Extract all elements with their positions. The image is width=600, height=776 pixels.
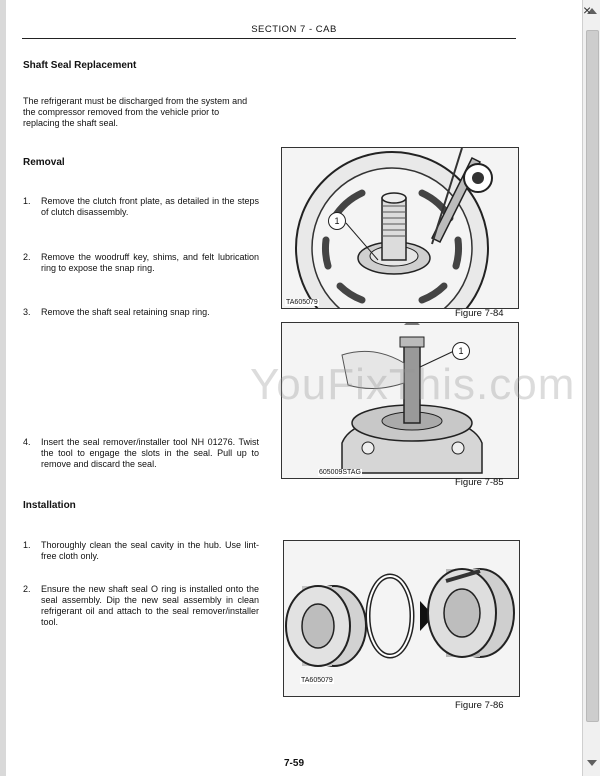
callout-1: 1 — [452, 342, 470, 360]
step-text: Thoroughly clean the seal cavity in the hub. Use lint-free cloth only. — [41, 540, 259, 561]
step-text: Remove the clutch front plate, as detailed in the steps of clutch disassembly. — [41, 196, 259, 217]
step-number: 2. — [23, 584, 31, 594]
figure-caption: Figure 7-86 — [455, 700, 504, 711]
watermark: YouFixThis.com — [250, 360, 576, 409]
intro-paragraph: The refrigerant must be discharged from the system and the compressor removed from the vehicle prior to replacing the shaft seal. — [23, 96, 248, 128]
figure-caption: Figure 7-84 — [455, 308, 504, 319]
step-number: 1. — [23, 196, 31, 206]
callout-1: 1 — [328, 212, 346, 230]
scroll-thumb[interactable] — [586, 30, 599, 722]
section-header: SECTION 7 - CAB — [251, 24, 337, 35]
figure-code: TA605079 — [301, 677, 333, 684]
seal-assembly-drawing — [284, 541, 519, 696]
figure-7-86-illustration — [283, 540, 520, 697]
close-icon[interactable]: × — [583, 2, 592, 18]
vertical-scrollbar[interactable] — [582, 0, 600, 776]
figure-caption: Figure 7-85 — [455, 477, 504, 488]
step-number: 3. — [23, 307, 31, 317]
shaft-seal-heading: Shaft Seal Replacement — [23, 60, 137, 71]
step-text: Remove the shaft seal retaining snap ring. — [41, 307, 210, 317]
document-page — [6, 0, 582, 776]
page-number: 7-59 — [283, 758, 304, 769]
removal-heading: Removal — [23, 157, 65, 168]
scroll-down-arrow-icon[interactable] — [587, 760, 597, 766]
step-number: 1. — [23, 540, 31, 550]
step-text: Remove the woodruff key, shims, and felt lubrication ring to expose the snap ring. — [41, 252, 259, 273]
installation-heading: Installation — [23, 500, 76, 511]
header-rule — [22, 38, 516, 39]
step-text: Ensure the new shaft seal O ring is installed onto the seal assembly. Dip the new seal assembly in clean refrigerant oil and attach to the seal remover/installer tool. — [41, 584, 259, 627]
step-number: 2. — [23, 252, 31, 262]
figure-code: 605009STAG — [319, 469, 361, 476]
figure-code: TA605079 — [286, 299, 318, 306]
step-number: 4. — [23, 437, 31, 447]
figure-7-84-illustration — [281, 147, 519, 309]
clutch-hub-drawing — [282, 148, 518, 308]
step-text: Insert the seal remover/installer tool NH 01276. Twist the tool to engage the slots in the seal. Pull up to remove and discard the seal. — [41, 437, 259, 469]
